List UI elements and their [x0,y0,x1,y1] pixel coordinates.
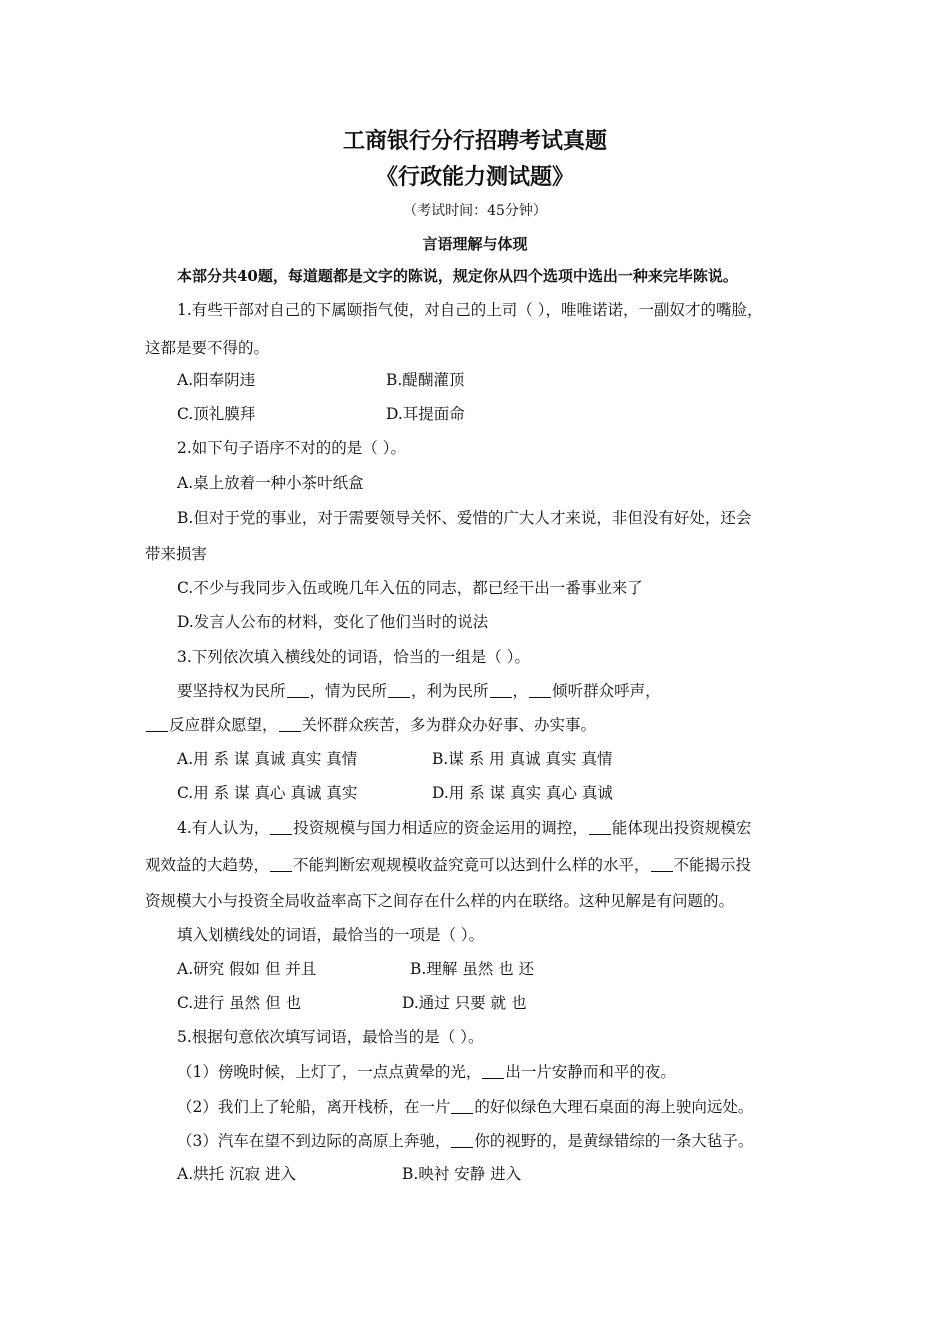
question-4-line-3: 资规模大小与投资全局收益率高下之间存在什么样的内在联络。这种见解是有问题的。 [145,892,735,910]
answer-blank [388,683,410,698]
answer-blank [451,1099,473,1114]
question-4-option-a: A.研究 假如 但 并且 [177,960,317,978]
answer-blank [651,857,673,872]
answer-blank [529,683,551,698]
question-5-option-b: B.映衬 安静 进入 [402,1165,522,1183]
question-5-sentence-1 [177,1062,676,1082]
page-subtitle: 《行政能力测试题》 [375,164,574,190]
question-4-stem: 填入划横线处的词语，最恰当的一项是（ ）。 [177,926,485,944]
q3-text: ，利为民所 [411,682,489,700]
question-1-option-b: B.醍醐灌顶 [386,371,465,389]
question-3-option-b: B.谋 系 用 真诚 真实 真情 [432,750,613,768]
page-title: 工商银行分行招聘考试真题 [342,128,607,154]
q3-text: 要坚持权为民所 [177,682,286,700]
question-4-option-d: D.通过 只要 就 也 [402,994,527,1012]
question-5-stem: 5.根据句意依次填写词语，最恰当的是（ ）。 [177,1028,484,1046]
q4-text: 观效益的大趋势， [145,856,270,874]
q3-text: ， [512,682,529,700]
q4-text: 不能揭示投 [673,856,752,874]
q4-text: 投资规模与国力相适应的资金运用的调控， [293,819,588,837]
question-5-sentence-2 [177,1097,753,1117]
answer-blank [146,717,168,732]
q4-text: 不能判断宏观规模收益究竟可以达到什么样的水平， [293,856,650,874]
question-1-option-a: A.阳奉阴违 [177,371,256,389]
q5-text: （1）傍晚时候，上灯了，一点点黄晕的光， [177,1063,482,1081]
q5-text: 出一片安静而和平的夜。 [505,1063,676,1081]
answer-blank [279,717,301,732]
q4-text: 4.有人认为， [177,819,270,837]
question-5-option-a: A.烘托 沉寂 进入 [177,1165,296,1183]
question-3-option-a: A.用 系 谋 真诚 真实 真情 [177,750,358,768]
question-1-option-d: D.耳提面命 [386,405,465,423]
answer-blank [589,820,611,835]
question-2-option-b-cont: 带来损害 [145,545,208,563]
question-2-option-b: B.但对于党的事业，对于需要领导关怀、爱惜的广大人才来说，非但没有好处，还会 [177,509,752,527]
answer-blank [482,1064,504,1079]
q5-text: 你的视野的，是黄绿错综的一条大毡子。 [474,1132,754,1150]
section-instruction: 本部分共40题，每道题都是文字的陈说，规定你从四个选项中选出一种来完毕陈说。 [177,267,738,285]
question-4-option-c: C.进行 虽然 但 也 [177,994,302,1012]
question-2-stem: 2.如下句子语序不对的的是（ ）。 [177,439,406,457]
question-5-sentence-3 [177,1131,753,1151]
question-3-stem: 3.下列依次填入横线处的词语，恰当的一组是（ ）。 [177,648,530,666]
question-1-stem-cont: 这都是要不得的。 [145,339,270,357]
question-3-option-c: C.用 系 谋 真心 真诚 真实 [177,784,358,802]
question-3-passage-line-1 [177,681,661,701]
question-2-option-d: D.发言人公布的材料，变化了他们当时的说法 [177,613,489,631]
question-4-option-b: B.理解 虽然 也 还 [410,960,535,978]
q5-text: （2）我们上了轮船，离开栈桥，在一片 [177,1098,451,1116]
answer-blank [490,683,512,698]
question-4-line-2 [145,855,751,875]
q4-text: 能体现出投资规模宏 [611,819,752,837]
answer-blank [270,857,292,872]
q3-text: 关怀群众疾苦，多为群众办好事、办实事。 [301,716,597,734]
q5-text: 的好似绿色大理石桌面的海上驶向远处。 [474,1098,754,1116]
question-3-option-d: D.用 系 谋 真实 真心 真诚 [432,784,613,802]
q3-text: ，情为民所 [309,682,388,700]
q5-text: （3）汽车在望不到边际的高原上奔驰， [177,1132,451,1150]
question-3-passage-line-2 [145,715,596,735]
question-2-option-c: C.不少与我同步入伍或晚几年入伍的同志，都已经干出一番事业来了 [177,579,643,597]
question-4-line-1 [177,818,751,838]
answer-blank [451,1133,473,1148]
question-1-stem: 1.有些干部对自己的下属颐指气使，对自己的上司（ ），唯唯诺诺，一副奴才的嘴脸， [177,301,763,319]
section-title: 言语理解与体现 [422,235,528,253]
q3-text: 反应群众愿望， [169,716,278,734]
question-1-option-c: C.顶礼膜拜 [177,405,256,423]
exam-time: （考试时间：45分钟） [403,203,547,219]
question-2-option-a: A.桌上放着一种小茶叶纸盒 [177,474,364,492]
answer-blank [270,820,292,835]
answer-blank [287,683,309,698]
q3-text: 倾听群众呼声， [552,682,661,700]
